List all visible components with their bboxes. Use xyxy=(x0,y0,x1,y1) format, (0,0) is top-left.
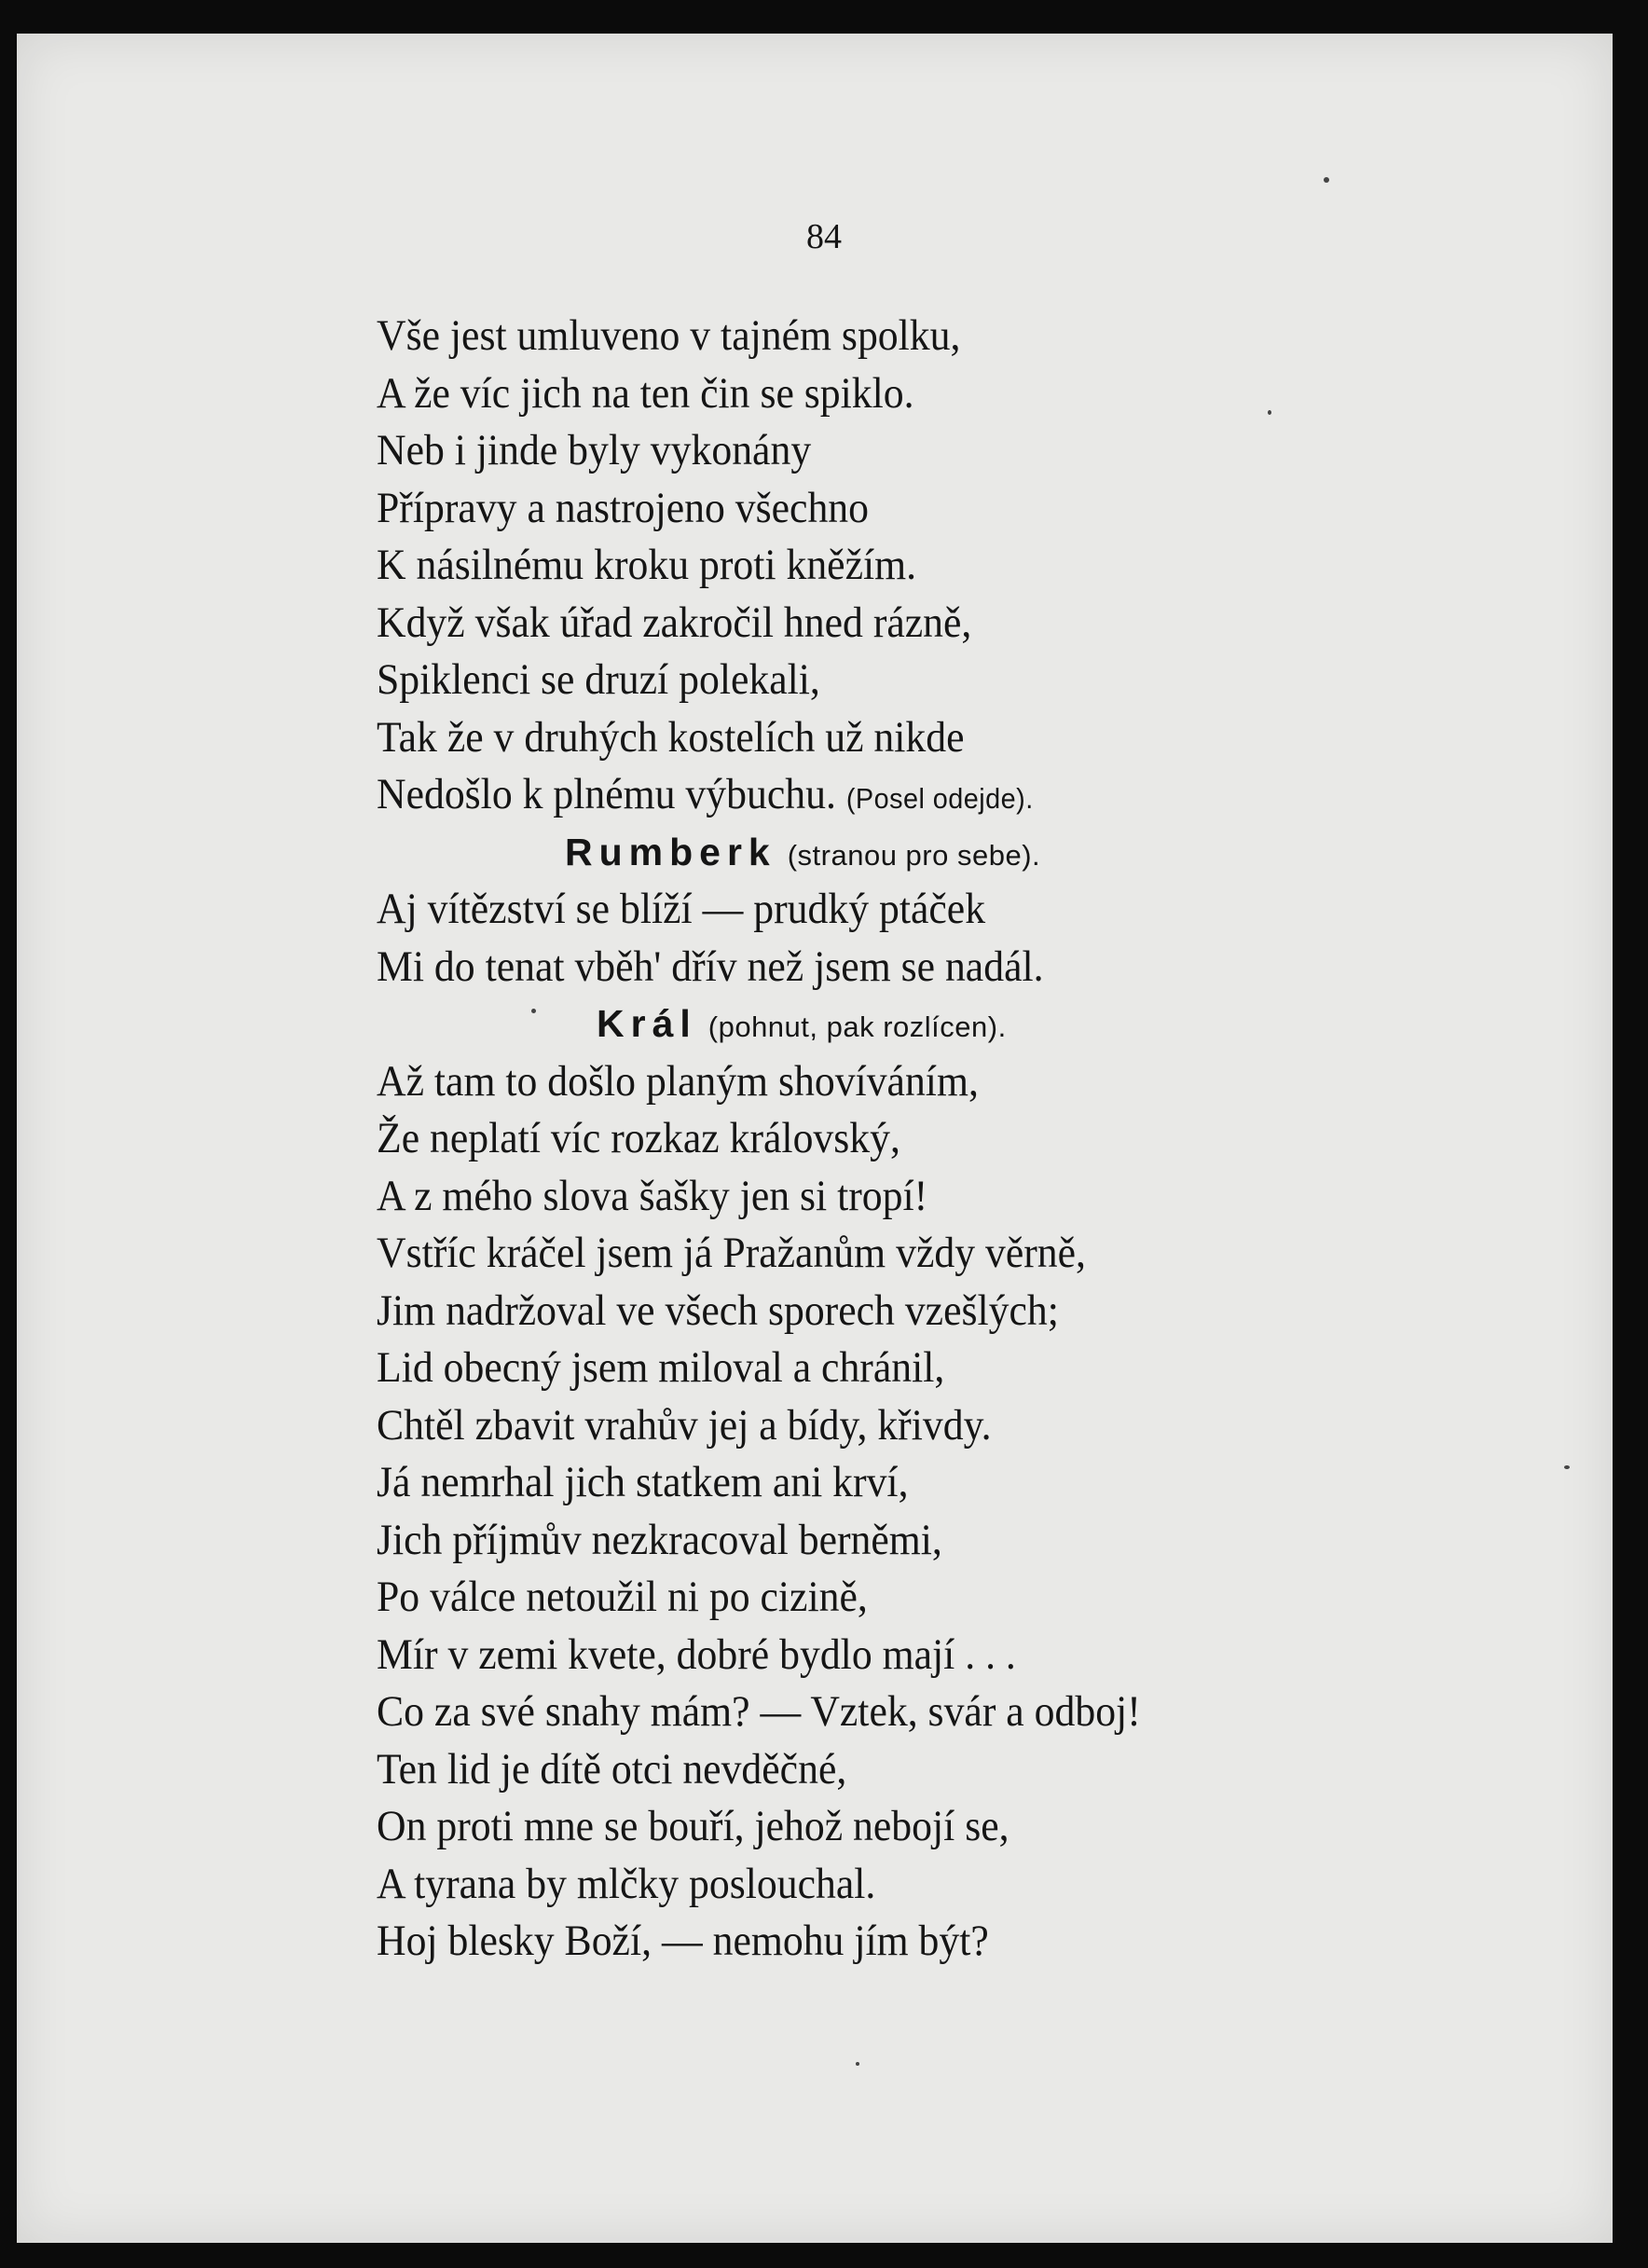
verse-line: Když však úřad zakročil hned rázně, xyxy=(377,598,972,647)
verse-line: A že víc jich na ten čin se spiklo. xyxy=(377,368,914,418)
verse-text-segment: Nedošlo k plnému výbuchu. xyxy=(377,770,836,818)
verse-line: Vše jest umluveno v tajném spolku, xyxy=(377,311,961,360)
verse-line: Až tam to došlo planým shovíváním, xyxy=(377,1056,979,1106)
verse-line: Přípravy a nastrojeno všechno xyxy=(377,483,870,532)
verse-line: A tyrana by mlčky poslouchal. xyxy=(377,1859,876,1908)
page-number: 84 xyxy=(806,217,842,256)
verse-line: Já nemrhal jich statkem ani krví, xyxy=(377,1458,909,1506)
paper-speck xyxy=(1324,177,1329,183)
verse-line: Hoj blesky Boží, — nemohu jím být? xyxy=(377,1917,989,1965)
verse-line: On proti mne se bouří, jehož nebojí se, xyxy=(377,1802,1009,1850)
paper-speck xyxy=(1564,1465,1570,1469)
verse-line: Jich příjmův nezkracoval berněmi, xyxy=(377,1515,942,1564)
speaker-heading-rumberk xyxy=(377,824,1476,882)
verse-line: Lid obecný jsem miloval a chránil, xyxy=(377,1343,945,1392)
verse-line: Ten lid je dítě otci nevděčné, xyxy=(377,1744,847,1794)
verse-line-with-direction xyxy=(377,766,1399,824)
verse-line: Jim nadržoval ve všech sporech vzešlých; xyxy=(377,1285,1059,1335)
verse-line: Po válce netoužil ni po cizině, xyxy=(377,1573,868,1621)
verse-line: Co za své snahy mám? — Vztek, svár a odboj! xyxy=(377,1687,1141,1736)
verse-text xyxy=(377,308,1476,1971)
verse-line: K násilnému kroku proti kněžím. xyxy=(377,541,917,589)
verse-line: Spiklenci se druzí polekali, xyxy=(377,655,820,704)
verse-line: Vstříc kráčel jsem já Pražanům vždy věrně, xyxy=(377,1229,1086,1277)
speaker-heading-kral xyxy=(377,996,1476,1053)
verse-line: Že neplatí víc rozkaz královský, xyxy=(377,1114,900,1162)
stage-direction: (pohnut, pak rozlícen). xyxy=(707,1010,1007,1043)
stage-direction: (stranou pro sebe). xyxy=(787,838,1041,872)
verse-line: Tak že v druhých kostelích už nikde xyxy=(377,712,965,762)
stage-direction: (Posel odejde). xyxy=(845,782,1034,815)
verse-line: Neb i jinde byly vykonány xyxy=(377,426,812,474)
verse-line: Chtěl zbavit vrahův jej a bídy, křivdy. xyxy=(377,1400,992,1450)
verse-line: Mír v zemi kvete, dobré bydlo mají . . . xyxy=(377,1629,1016,1679)
verse-line: Aj vítězství se blíží — prudký ptáček xyxy=(377,885,986,933)
paper-speck xyxy=(856,2062,859,2066)
verse-line: A z mého slova šašky jen si tropí! xyxy=(377,1171,928,1220)
speaker-name: Král xyxy=(597,1002,697,1045)
verse-line: Mi do tenat vběh' dřív než jsem se nadál. xyxy=(377,942,1044,991)
speaker-name: Rumberk xyxy=(565,830,776,873)
